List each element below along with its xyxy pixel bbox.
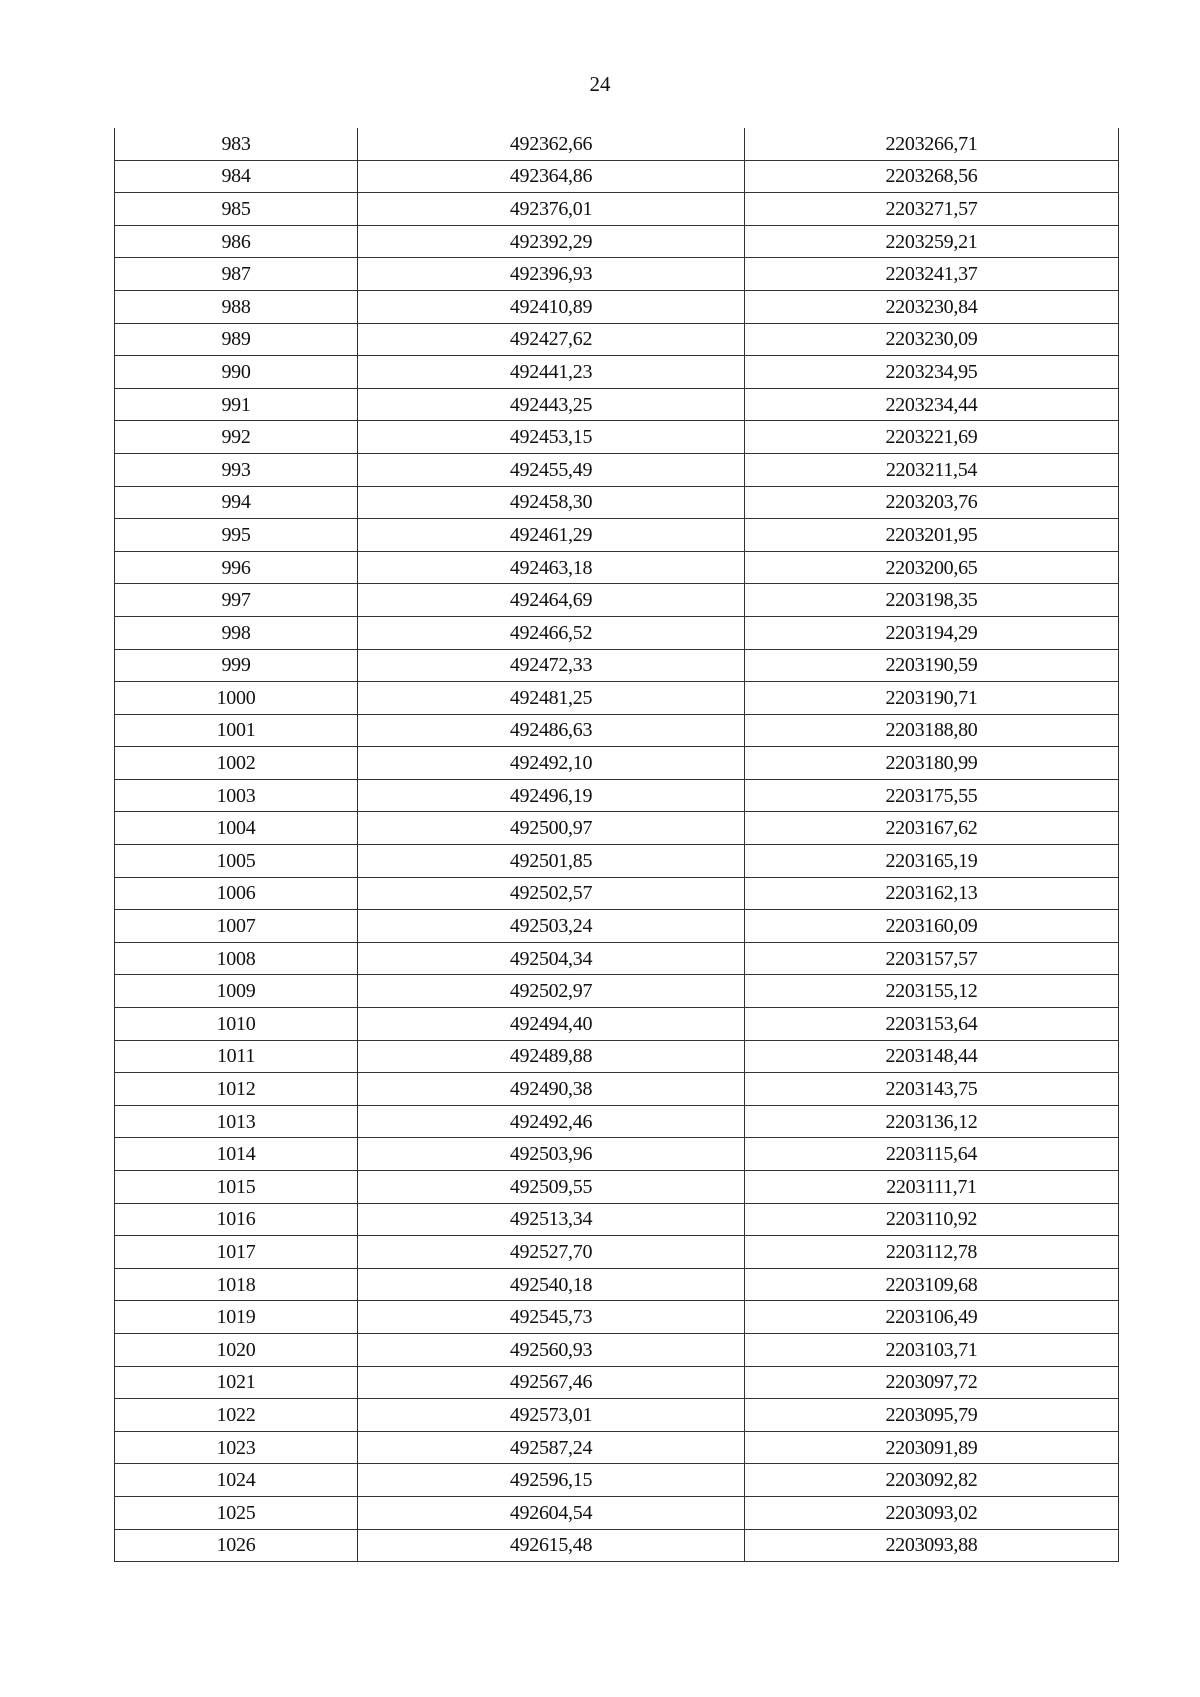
table-row [115,1268,1119,1301]
table-row [115,845,1119,878]
x-coordinate-cell: 492496,19 [358,779,745,812]
table-row [115,1333,1119,1366]
table-row [115,1008,1119,1041]
table-row [115,486,1119,519]
point-number-cell: 1020 [115,1333,358,1366]
table-row [115,1236,1119,1269]
x-coordinate-cell: 492587,24 [358,1431,745,1464]
x-coordinate-cell: 492472,33 [358,649,745,682]
x-coordinate-cell: 492527,70 [358,1236,745,1269]
point-number-cell: 984 [115,160,358,193]
y-coordinate-cell: 2203190,71 [745,682,1119,715]
y-coordinate-cell: 2203103,71 [745,1333,1119,1366]
x-coordinate-cell: 492494,40 [358,1008,745,1041]
table-row [115,584,1119,617]
x-coordinate-cell: 492596,15 [358,1464,745,1497]
x-coordinate-cell: 492492,10 [358,747,745,780]
point-number-cell: 1006 [115,877,358,910]
y-coordinate-cell: 2203092,82 [745,1464,1119,1497]
table-row [115,1366,1119,1399]
y-coordinate-cell: 2203230,84 [745,290,1119,323]
y-coordinate-cell: 2203165,19 [745,845,1119,878]
table-row [115,323,1119,356]
x-coordinate-cell: 492540,18 [358,1268,745,1301]
point-number-cell: 985 [115,193,358,226]
x-coordinate-cell: 492364,86 [358,160,745,193]
point-number-cell: 993 [115,453,358,486]
y-coordinate-cell: 2203093,02 [745,1496,1119,1529]
table-row [115,1431,1119,1464]
x-coordinate-cell: 492502,57 [358,877,745,910]
table-row [115,877,1119,910]
table-row [115,453,1119,486]
y-coordinate-cell: 2203198,35 [745,584,1119,617]
x-coordinate-cell: 492441,23 [358,356,745,389]
point-number-cell: 1007 [115,910,358,943]
y-coordinate-cell: 2203188,80 [745,714,1119,747]
y-coordinate-cell: 2203241,37 [745,258,1119,291]
y-coordinate-cell: 2203111,71 [745,1171,1119,1204]
point-number-cell: 990 [115,356,358,389]
point-number-cell: 986 [115,225,358,258]
table-row [115,1529,1119,1562]
table-row [115,1073,1119,1106]
point-number-cell: 992 [115,421,358,454]
table-row [115,388,1119,421]
x-coordinate-cell: 492410,89 [358,290,745,323]
x-coordinate-cell: 492504,34 [358,942,745,975]
x-coordinate-cell: 492458,30 [358,486,745,519]
point-number-cell: 1021 [115,1366,358,1399]
table-row [115,714,1119,747]
x-coordinate-cell: 492502,97 [358,975,745,1008]
x-coordinate-cell: 492443,25 [358,388,745,421]
point-number-cell: 995 [115,519,358,552]
point-number-cell: 1024 [115,1464,358,1497]
y-coordinate-cell: 2203230,09 [745,323,1119,356]
table-row [115,258,1119,291]
table-row [115,551,1119,584]
x-coordinate-cell: 492615,48 [358,1529,745,1562]
table-row [115,1301,1119,1334]
table-row [115,1105,1119,1138]
y-coordinate-cell: 2203234,44 [745,388,1119,421]
x-coordinate-cell: 492492,46 [358,1105,745,1138]
page-number: 24 [589,72,611,96]
table-row [115,616,1119,649]
y-coordinate-cell: 2203157,57 [745,942,1119,975]
x-coordinate-cell: 492464,69 [358,584,745,617]
x-coordinate-cell: 492560,93 [358,1333,745,1366]
point-number-cell: 996 [115,551,358,584]
y-coordinate-cell: 2203234,95 [745,356,1119,389]
point-number-cell: 997 [115,584,358,617]
table-row [115,290,1119,323]
point-number-cell: 1003 [115,779,358,812]
table-row [115,910,1119,943]
point-number-cell: 1023 [115,1431,358,1464]
table-row [115,128,1119,160]
table-row [115,1399,1119,1432]
x-coordinate-cell: 492486,63 [358,714,745,747]
x-coordinate-cell: 492573,01 [358,1399,745,1432]
x-coordinate-cell: 492503,96 [358,1138,745,1171]
y-coordinate-cell: 2203110,92 [745,1203,1119,1236]
x-coordinate-cell: 492362,66 [358,128,745,160]
table-row [115,779,1119,812]
x-coordinate-cell: 492509,55 [358,1171,745,1204]
table-row [115,975,1119,1008]
table-row [115,160,1119,193]
point-number-cell: 1025 [115,1496,358,1529]
table-row [115,1171,1119,1204]
x-coordinate-cell: 492455,49 [358,453,745,486]
y-coordinate-cell: 2203109,68 [745,1268,1119,1301]
table-row [115,225,1119,258]
point-number-cell: 1010 [115,1008,358,1041]
x-coordinate-cell: 492463,18 [358,551,745,584]
y-coordinate-cell: 2203162,13 [745,877,1119,910]
point-number-cell: 1015 [115,1171,358,1204]
x-coordinate-cell: 492427,62 [358,323,745,356]
table-row [115,812,1119,845]
table-row [115,1464,1119,1497]
x-coordinate-cell: 492490,38 [358,1073,745,1106]
y-coordinate-cell: 2203091,89 [745,1431,1119,1464]
table-row [115,1138,1119,1171]
y-coordinate-cell: 2203095,79 [745,1399,1119,1432]
y-coordinate-cell: 2203097,72 [745,1366,1119,1399]
point-number-cell: 1011 [115,1040,358,1073]
x-coordinate-cell: 492392,29 [358,225,745,258]
point-number-cell: 1001 [115,714,358,747]
x-coordinate-cell: 492503,24 [358,910,745,943]
y-coordinate-cell: 2203115,64 [745,1138,1119,1171]
x-coordinate-cell: 492396,93 [358,258,745,291]
x-coordinate-cell: 492466,52 [358,616,745,649]
y-coordinate-cell: 2203203,76 [745,486,1119,519]
point-number-cell: 1026 [115,1529,358,1562]
point-number-cell: 983 [115,128,358,160]
point-number-cell: 1008 [115,942,358,975]
y-coordinate-cell: 2203167,62 [745,812,1119,845]
table-row [115,421,1119,454]
y-coordinate-cell: 2203155,12 [745,975,1119,1008]
y-coordinate-cell: 2203143,75 [745,1073,1119,1106]
point-number-cell: 1019 [115,1301,358,1334]
table-row [115,356,1119,389]
x-coordinate-cell: 492500,97 [358,812,745,845]
point-number-cell: 1014 [115,1138,358,1171]
y-coordinate-cell: 2203271,57 [745,193,1119,226]
table-row [115,747,1119,780]
x-coordinate-cell: 492513,34 [358,1203,745,1236]
point-number-cell: 1016 [115,1203,358,1236]
point-number-cell: 1022 [115,1399,358,1432]
table-row [115,1203,1119,1236]
y-coordinate-cell: 2203160,09 [745,910,1119,943]
y-coordinate-cell: 2203106,49 [745,1301,1119,1334]
y-coordinate-cell: 2203201,95 [745,519,1119,552]
y-coordinate-cell: 2203093,88 [745,1529,1119,1562]
point-number-cell: 1002 [115,747,358,780]
y-coordinate-cell: 2203148,44 [745,1040,1119,1073]
point-number-cell: 994 [115,486,358,519]
y-coordinate-cell: 2203268,56 [745,160,1119,193]
table-row [115,193,1119,226]
y-coordinate-cell: 2203136,12 [745,1105,1119,1138]
y-coordinate-cell: 2203266,71 [745,128,1119,160]
x-coordinate-cell: 492453,15 [358,421,745,454]
coordinates-table [114,128,1119,1562]
coordinates-table-body [115,128,1119,1562]
table-row [115,1040,1119,1073]
x-coordinate-cell: 492481,25 [358,682,745,715]
point-number-cell: 1018 [115,1268,358,1301]
table-row [115,682,1119,715]
x-coordinate-cell: 492501,85 [358,845,745,878]
x-coordinate-cell: 492567,46 [358,1366,745,1399]
x-coordinate-cell: 492489,88 [358,1040,745,1073]
y-coordinate-cell: 2203259,21 [745,225,1119,258]
point-number-cell: 999 [115,649,358,682]
y-coordinate-cell: 2203221,69 [745,421,1119,454]
table-row [115,942,1119,975]
x-coordinate-cell: 492604,54 [358,1496,745,1529]
y-coordinate-cell: 2203175,55 [745,779,1119,812]
point-number-cell: 1012 [115,1073,358,1106]
y-coordinate-cell: 2203211,54 [745,453,1119,486]
point-number-cell: 988 [115,290,358,323]
point-number-cell: 991 [115,388,358,421]
x-coordinate-cell: 492376,01 [358,193,745,226]
table-row [115,649,1119,682]
point-number-cell: 1009 [115,975,358,1008]
table-row [115,1496,1119,1529]
y-coordinate-cell: 2203194,29 [745,616,1119,649]
point-number-cell: 1004 [115,812,358,845]
y-coordinate-cell: 2203200,65 [745,551,1119,584]
y-coordinate-cell: 2203190,59 [745,649,1119,682]
table-row [115,519,1119,552]
y-coordinate-cell: 2203180,99 [745,747,1119,780]
point-number-cell: 998 [115,616,358,649]
x-coordinate-cell: 492461,29 [358,519,745,552]
point-number-cell: 1000 [115,682,358,715]
point-number-cell: 987 [115,258,358,291]
point-number-cell: 1013 [115,1105,358,1138]
y-coordinate-cell: 2203112,78 [745,1236,1119,1269]
y-coordinate-cell: 2203153,64 [745,1008,1119,1041]
x-coordinate-cell: 492545,73 [358,1301,745,1334]
point-number-cell: 989 [115,323,358,356]
point-number-cell: 1017 [115,1236,358,1269]
point-number-cell: 1005 [115,845,358,878]
